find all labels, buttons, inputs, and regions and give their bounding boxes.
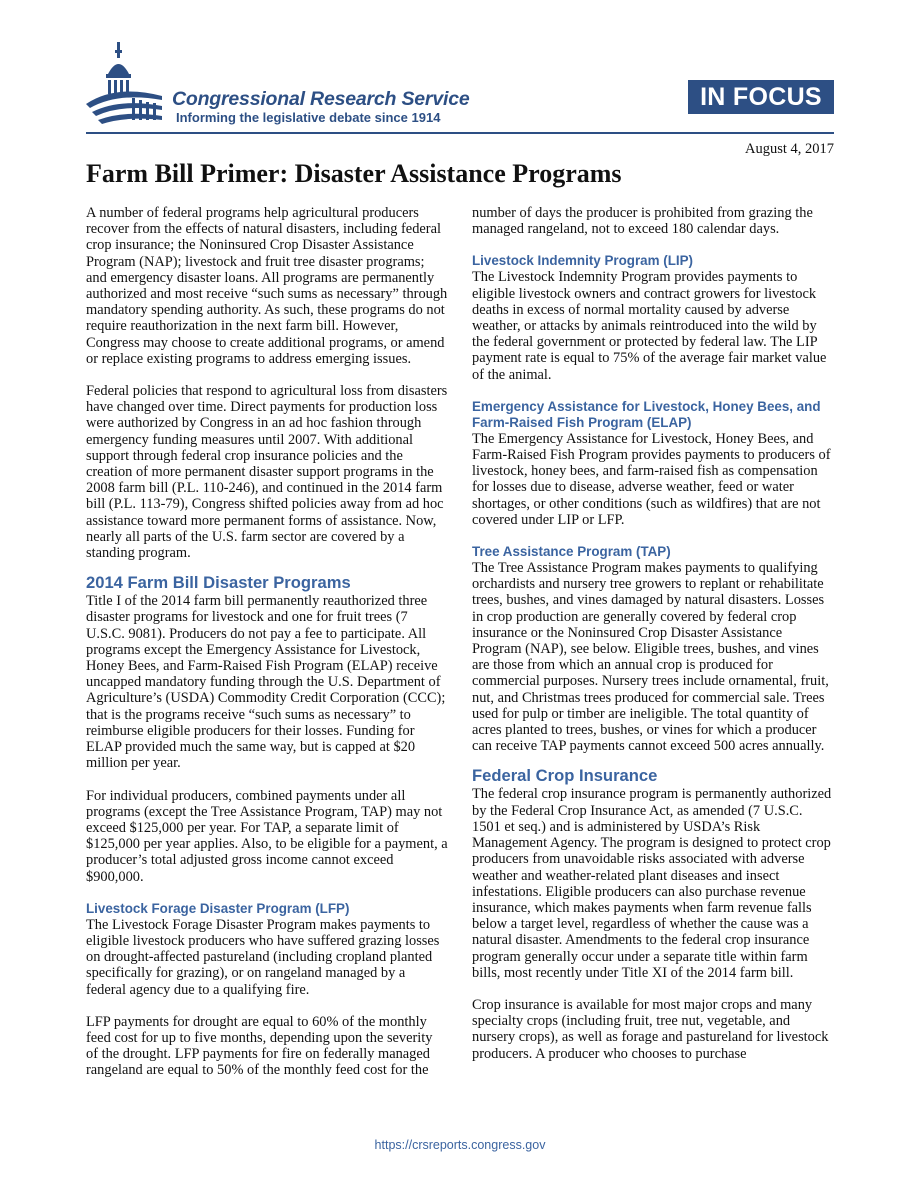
capitol-dome-icon (86, 40, 166, 130)
section-heading-crop-insurance: Federal Crop Insurance (472, 766, 658, 786)
footer-url[interactable]: https://crsreports.congress.gov (374, 1138, 546, 1152)
subheading-elap: Emergency Assistance for Livestock, Honey Bees, and Farm-Raised Fish Program (ELAP) (472, 398, 821, 430)
subheading-lip: Livestock Indemnity Program (LIP) (472, 253, 693, 269)
paragraph: The Emergency Assistance for Livestock, Honey Bees, and Farm-Raised Fish Program provides payments to producers of livestock, honey bees, and farm-raised fish as compensation for losses due to disease, adverse weather, feed or water shortages, or other conditions (such as wildfires) that are not covered under LIP or LFP. (472, 430, 831, 528)
right-column (472, 205, 834, 1062)
paragraph: For individual producers, combined payments under all programs (except the Tree Assistance Program, TAP) may not exceed $125,000 per year. For TAP, a separate limit of $125,000 per year applies. Also, to be eligible for a payment, a producer’s total adjusted gross income cannot exceed $900,000. (86, 787, 448, 885)
paragraph: The federal crop insurance program is permanently authorized by the Federal Crop Insurance Act, as amended (7 U.S.C. 1501 et seq.) and is administered by USDA’s Risk Management Agency. The program is designed to protect crop producers from unavoidable risks associated with adverse weather and weather-related plant diseases and insect infestations. Eligible producers can also purchase revenue insurance, which makes payments when farm revenue falls below a target level, regardless of whether the cause was a natural disaster. Amendments to the federal crop insurance program generally occur under a separate title within farm bills, most recently under Title XI of the 2014 farm bill. (472, 786, 832, 981)
subheading-lfp: Livestock Forage Disaster Program (LFP) (86, 900, 350, 916)
paragraph: Federal policies that respond to agricultural loss from disasters have changed over time. Direct payments for production loss were authorized by Congress in an ad hoc fashion through emergency funding measures until 2007. With additional support through federal crop insurance policies and the creation of more permanent disaster support programs in the 2008 farm bill (P.L. 110-246), and continued in the 2014 farm bill (P.L. 113-79), Congress shifted policies away from ad hoc assistance toward more permanent forms of assistance. Now, nearly all parts of the U.S. farm sector are covered by a standing program. (86, 383, 448, 562)
report-header (86, 40, 834, 140)
subheading-tap: Tree Assistance Program (TAP) (472, 544, 671, 560)
publication-date: August 4, 2017 (744, 141, 834, 157)
org-name: Congressional Research Service (172, 88, 470, 110)
org-tagline: Informing the legislative debate since 1914 (176, 110, 441, 125)
in-focus-badge: IN FOCUS (688, 80, 834, 114)
paragraph: number of days the producer is prohibited from grazing the managed rangeland, not to exceed 180 calendar days. (472, 205, 813, 238)
header-divider (86, 132, 834, 134)
paragraph: Title I of the 2014 farm bill permanently reauthorized three disaster programs for livestock and one for fruit trees (7 U.S.C. 9081). Producers do not pay a fee to participate. All programs except the Emergency Assistance for Livestock, Honey Bees, and Farm-Raised Fish Program (ELAP) receive uncapped mandatory funding through the U.S. Department of Agriculture’s (USDA) Commodity Credit Corporation (CCC); that is the programs receive “such sums as necessary” to reimburse eligible producers for their losses. Funding for ELAP provided much the same way, but is capped at $20 million per year. (86, 593, 446, 772)
paragraph: LFP payments for drought are equal to 60% of the monthly feed cost for up to five months, depending upon the severity of the drought. LFP payments for fire on federally managed rangeland are equal to 50% of the monthly feed cost for the (86, 1013, 433, 1079)
paragraph: Crop insurance is available for most major crops and many specialty crops (including fruit, tree nut, vegetable, and nursery crops), as well as forage and pastureland for livestock producers. A producer who chooses to purchase (472, 996, 829, 1062)
section-heading-2014: 2014 Farm Bill Disaster Programs (86, 573, 351, 593)
left-column (86, 205, 448, 1079)
paragraph: The Livestock Indemnity Program provides payments to eligible livestock owners and contract growers for livestock deaths in excess of normal mortality caused by adverse weather, or attacks by animals reintroduced into the wild by the federal government or protected by federal law. The LIP payment rate is equal to 75% of the average fair market value of the animal. (472, 269, 827, 383)
page-title: Farm Bill Primer: Disaster Assistance Programs (86, 159, 622, 188)
paragraph: The Livestock Forage Disaster Program makes payments to eligible livestock producers who have suffered grazing losses on drought-affected pastureland (including cropland planted specifically for grazing), or on rangeland managed by a federal agency due to a qualifying fire. (86, 916, 440, 998)
paragraph: The Tree Assistance Program makes payments to qualifying orchardists and nursery tree growers to replant or rehabilitate trees, bushes, and vines damaged by natural disasters. Losses in crop production are generally covered by federal crop insurance or the Noninsured Crop Disaster Assistance Program (NAP), see below. Eligible trees, bushes, and vines are those from which an annual crop is produced for commercial purposes. Nursery trees include ornamental, fruit, nut, and Christmas trees produced for commercial sale. Trees used for pulp or timber are ineligible. The total quantity of acres planted to trees, bushes, or vines for which a producer can receive TAP payments cannot exceed 500 acres annually. (472, 560, 829, 755)
paragraph: A number of federal programs help agricultural producers recover from the effects of natural disasters, including federal crop insurance; the Noninsured Crop Disaster Assistance Program (NAP); livestock and fruit tree disaster programs; and emergency disaster loans. All programs are permanently authorized and most receive “such sums as necessary” through mandatory spending authority. As such, these programs do not require reauthorization in the next farm bill. However, Congress may choose to create additional programs, or amend or replace existing programs to address emerging issues. (86, 205, 448, 367)
